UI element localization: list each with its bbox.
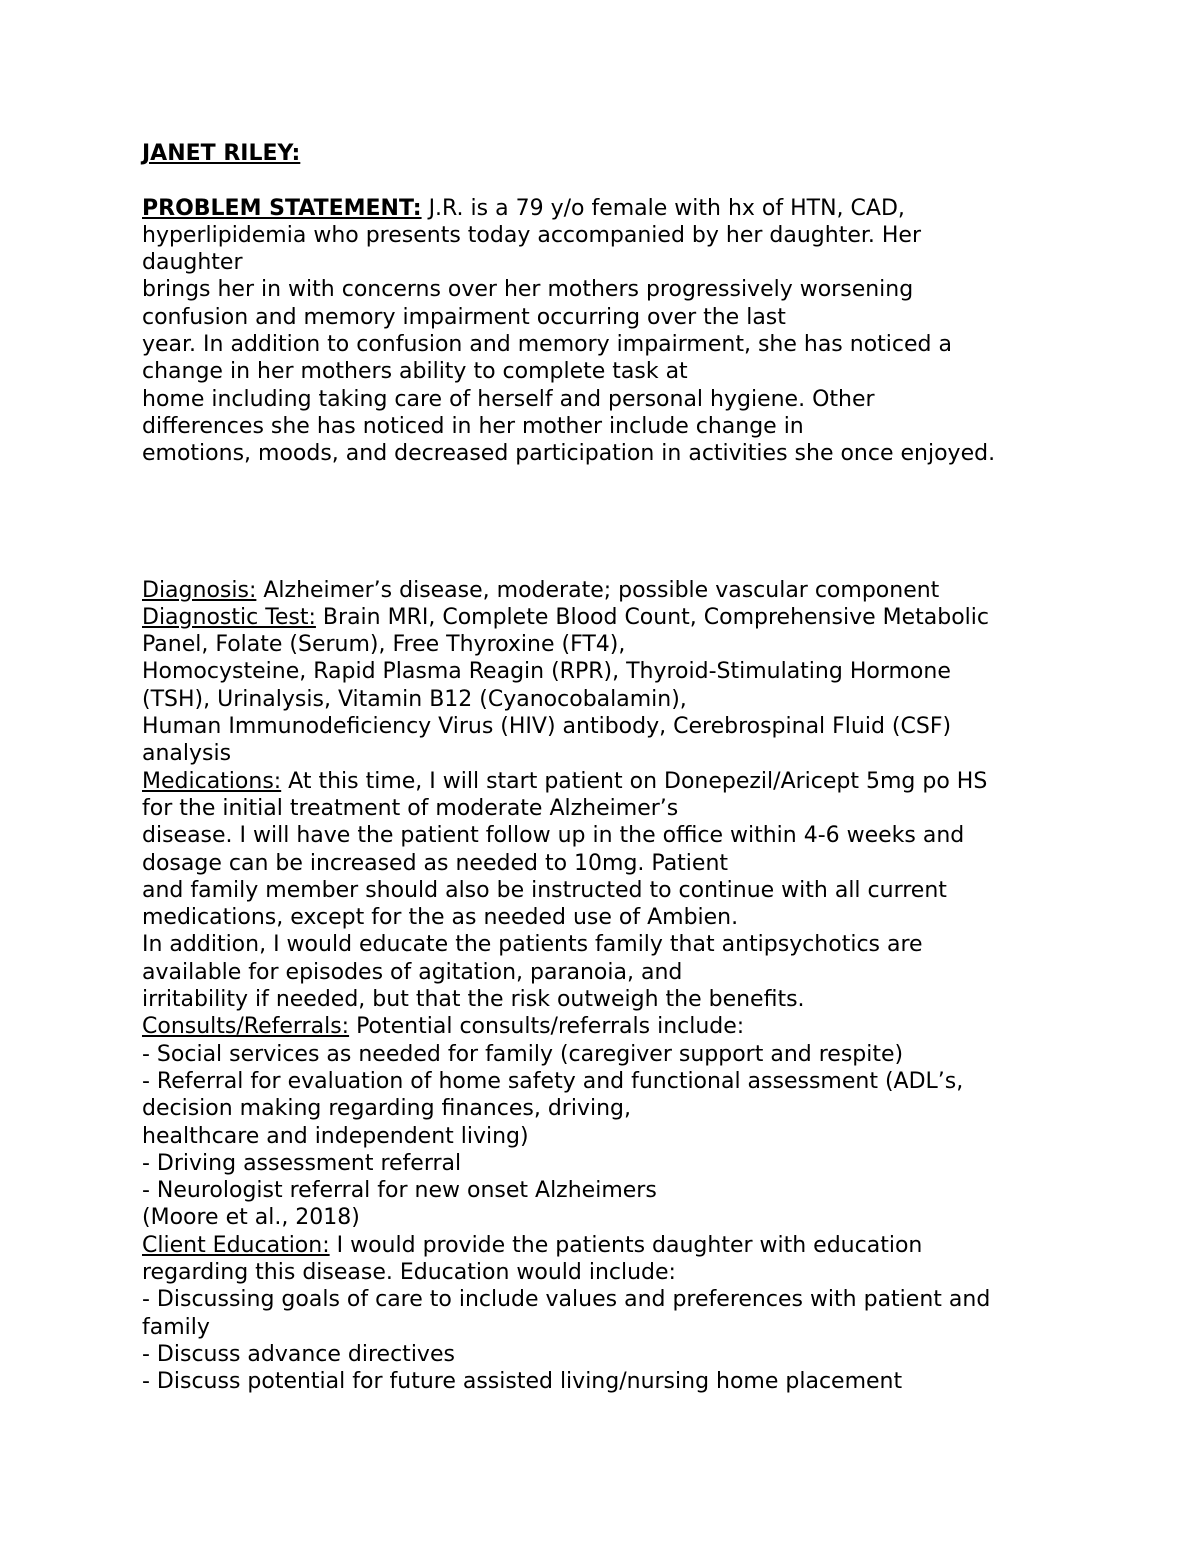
medications-line: irritability if needed, but that the risk outweigh the benefits.: [142, 987, 805, 1013]
medications-label: Medications:: [142, 768, 282, 794]
problem-statement-line: daughter: [142, 250, 243, 276]
problem-statement-line: differences she has noticed in her mother include change in: [142, 413, 804, 439]
client-education-line: regarding this disease. Education would include:: [142, 1259, 676, 1285]
diagnostic-test-text: Brain MRI, Complete Blood Count, Comprehensive Metabolic: [315, 604, 989, 630]
medications-line: for the initial treatment of moderate Alzheimer’s: [142, 795, 679, 821]
diagnosis-line: [142, 577, 1102, 604]
problem-statement-line: change in her mothers ability to complete task at: [142, 359, 688, 385]
problem-statement-line: hyperlipidemia who presents today accompanied by her daughter. Her: [142, 222, 921, 248]
consults-line: healthcare and independent living): [142, 1123, 529, 1149]
diagnostic-test-line: (TSH), Urinalysis, Vitamin B12 (Cyanocobalamin),: [142, 686, 687, 712]
medications-line: medications, except for the as needed use of Ambien.: [142, 905, 739, 931]
medications-line: disease. I will have the patient follow up in the office within 4-6 weeks and: [142, 823, 965, 849]
consults-line: - Neurologist referral for new onset Alzheimers: [142, 1178, 657, 1204]
client-education-text: I would provide the patients daughter with education: [329, 1232, 923, 1258]
problem-statement-line: year. In addition to confusion and memory impairment, she has noticed a: [142, 332, 952, 358]
consults-line: (Moore et al., 2018): [142, 1205, 360, 1231]
diagnostic-test-line: Homocysteine, Rapid Plasma Reagin (RPR), Thyroid-Stimulating Hormone: [142, 659, 951, 685]
consults-line: - Social services as needed for family (caregiver support and respite): [142, 1041, 904, 1067]
diagnostic-test-label: Diagnostic Test:: [142, 604, 316, 630]
medications-line-1: [142, 768, 1102, 795]
consults-label: Consults/Referrals:: [142, 1014, 350, 1040]
spacer: [142, 468, 1102, 577]
medications-text: At this time, I will start patient on Donepezil/Aricept 5mg po HS: [281, 768, 988, 794]
client-education-label: Client Education:: [142, 1232, 330, 1258]
medications-line: available for episodes of agitation, paranoia, and: [142, 959, 683, 985]
consults-line-1: [142, 1013, 1102, 1040]
consults-line: decision making regarding finances, driving,: [142, 1096, 631, 1122]
diagnostic-test-line-1: [142, 604, 1102, 631]
problem-statement-line: emotions, moods, and decreased participation in activities she once enjoyed.: [142, 441, 996, 467]
client-education-line: - Discuss potential for future assisted living/nursing home placement: [142, 1369, 903, 1395]
diagnostic-test-line: analysis: [142, 741, 232, 767]
medications-line: dosage can be increased as needed to 10mg. Patient: [142, 850, 729, 876]
medications-line: In addition, I would educate the patients family that antipsychotics are: [142, 932, 923, 958]
diagnosis-label: Diagnosis:: [142, 577, 257, 603]
diagnosis-text: Alzheimer’s disease, moderate; possible vascular component: [256, 577, 940, 603]
client-education-line: - Discussing goals of care to include values and preferences with patient and: [142, 1287, 991, 1313]
consults-line: - Driving assessment referral: [142, 1150, 462, 1176]
patient-name-heading: JANET RILEY:: [142, 141, 301, 166]
problem-statement-label: PROBLEM STATEMENT:: [142, 195, 422, 221]
consults-line: - Referral for evaluation of home safety and functional assessment (ADL’s,: [142, 1068, 964, 1094]
medications-line: and family member should also be instructed to continue with all current: [142, 877, 947, 903]
diagnostic-test-line: Panel, Folate (Serum), Free Thyroxine (FT4),: [142, 632, 626, 658]
spacer: [142, 167, 1102, 194]
client-education-line: - Discuss advance directives: [142, 1341, 455, 1367]
diagnostic-test-line: Human Immunodeficiency Virus (HIV) antibody, Cerebrospinal Fluid (CSF): [142, 714, 952, 740]
client-education-line-1: [142, 1232, 1102, 1259]
problem-statement-line-1: [142, 195, 1102, 222]
problem-statement-line: home including taking care of herself and personal hygiene. Other: [142, 386, 875, 412]
problem-statement-line: confusion and memory impairment occurring over the last: [142, 304, 786, 330]
client-education-line: family: [142, 1314, 210, 1340]
consults-text: Potential consults/referrals include:: [349, 1014, 745, 1040]
problem-statement-text: J.R. is a 79 y/o female with hx of HTN, CAD,: [421, 195, 905, 221]
problem-statement-line: brings her in with concerns over her mothers progressively worsening: [142, 277, 914, 303]
document-body: [142, 140, 1102, 1395]
